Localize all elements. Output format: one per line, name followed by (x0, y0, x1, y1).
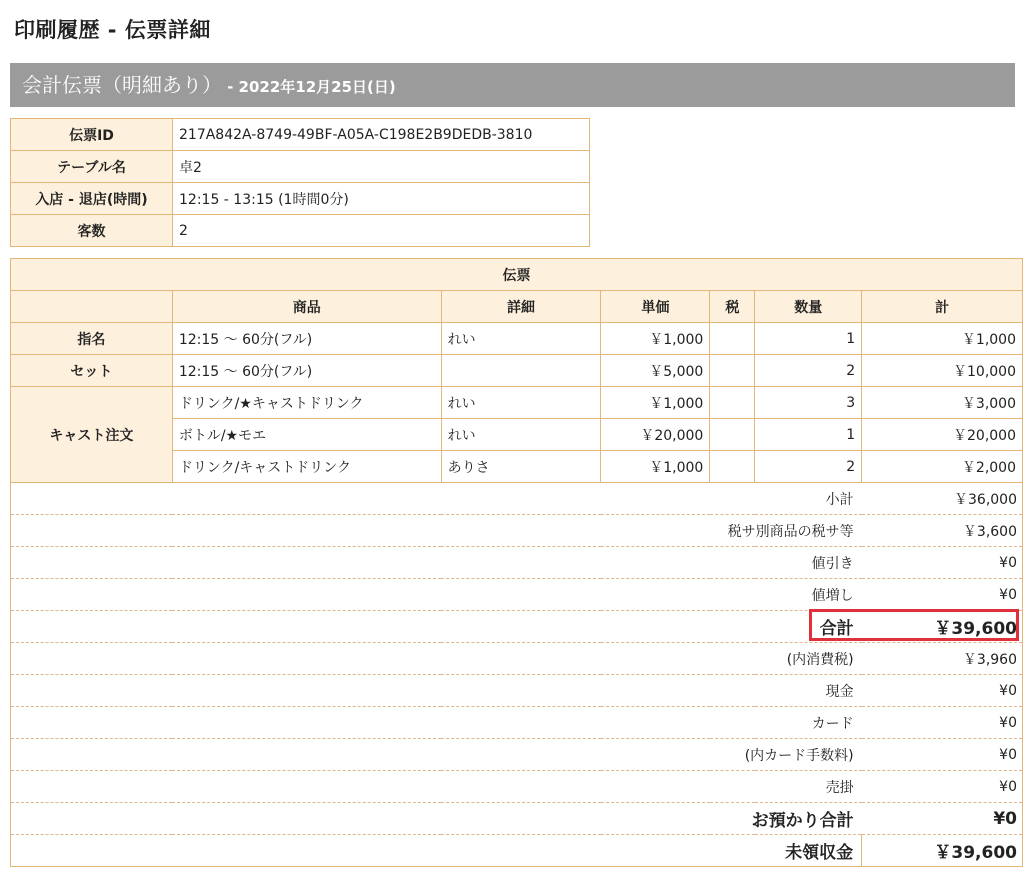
table-row (11, 323, 1023, 355)
summary-value: ¥0 (862, 739, 1023, 771)
row-price: ￥5,000 (601, 355, 710, 387)
summary-value: ￥39,600 (862, 835, 1023, 867)
summary-row-tax-service (11, 515, 1023, 547)
row-qty: 1 (755, 419, 862, 451)
header-item: 商品 (172, 291, 441, 323)
summary-value: ￥39,600 (862, 611, 1023, 643)
summary-label: 現金 (11, 675, 862, 707)
summary-value: ￥3,600 (862, 515, 1023, 547)
info-value-guests: 2 (173, 215, 590, 247)
row-detail: れい (441, 387, 601, 419)
row-qty: 2 (755, 355, 862, 387)
summary-label: (内カード手数料) (11, 739, 862, 771)
summary-row-unreceived (11, 835, 1023, 867)
info-label-visit-time: 入店 - 退店(時間) (11, 183, 173, 215)
summary-label: 値増し (11, 579, 862, 611)
summary-row-included-tax (11, 643, 1023, 675)
row-qty: 1 (755, 323, 862, 355)
row-item: ドリンク/★キャストドリンク (172, 387, 441, 419)
summary-value: ¥0 (862, 803, 1023, 835)
info-row (11, 215, 590, 247)
info-label-table-name: テーブル名 (11, 151, 173, 183)
summary-row-surcharge (11, 579, 1023, 611)
row-qty: 2 (755, 451, 862, 483)
info-label-slip-id: 伝票ID (11, 119, 173, 151)
summary-label: 合計 (11, 611, 862, 643)
summary-row-credit (11, 771, 1023, 803)
row-tax (710, 323, 755, 355)
summary-value: ￥3,960 (862, 643, 1023, 675)
info-value-visit-time: 12:15 - 13:15 (1時間0分) (173, 183, 590, 215)
summary-row-deposit-total (11, 803, 1023, 835)
row-total: ￥10,000 (862, 355, 1023, 387)
slip-section-title: 伝票 (11, 259, 1023, 291)
summary-label: (内消費税) (11, 643, 862, 675)
summary-row-subtotal (11, 483, 1023, 515)
header-category (11, 291, 173, 323)
slip-info-table (10, 118, 590, 247)
row-tax (710, 355, 755, 387)
info-value-slip-id: 217A842A-8749-49BF-A05A-C198E2B9DEDB-3810 (173, 119, 590, 151)
summary-value: ¥0 (862, 579, 1023, 611)
row-price: ￥1,000 (601, 323, 710, 355)
summary-row-card-fee (11, 739, 1023, 771)
slip-detail-table (10, 258, 1023, 867)
summary-label: 小計 (11, 483, 862, 515)
summary-label: 未領収金 (11, 835, 862, 867)
summary-row-card (11, 707, 1023, 739)
summary-value: ¥0 (862, 547, 1023, 579)
page-title: 印刷履歴 - 伝票詳細 (14, 18, 211, 42)
summary-value: ¥0 (862, 675, 1023, 707)
row-tax (710, 387, 755, 419)
row-category: キャスト注文 (11, 387, 173, 483)
row-total: ￥20,000 (862, 419, 1023, 451)
info-value-table-name: 卓2 (173, 151, 590, 183)
row-tax (710, 451, 755, 483)
info-label-guests: 客数 (11, 215, 173, 247)
summary-value: ¥0 (862, 771, 1023, 803)
summary-label: 売掛 (11, 771, 862, 803)
row-price: ￥1,000 (601, 451, 710, 483)
summary-row-discount (11, 547, 1023, 579)
slip-header-row (11, 291, 1023, 323)
row-detail: れい (441, 323, 601, 355)
summary-label: お預かり合計 (11, 803, 862, 835)
summary-label: 値引き (11, 547, 862, 579)
table-row (11, 387, 1023, 419)
slip-banner (10, 63, 1015, 107)
header-price: 単価 (601, 291, 710, 323)
header-qty: 数量 (755, 291, 862, 323)
row-total: ￥2,000 (862, 451, 1023, 483)
info-row (11, 151, 590, 183)
row-total: ￥3,000 (862, 387, 1023, 419)
row-tax (710, 419, 755, 451)
summary-label: 税サ別商品の税サ等 (11, 515, 862, 547)
row-item: 12:15 〜 60分(フル) (172, 355, 441, 387)
row-price: ￥1,000 (601, 387, 710, 419)
row-category: 指名 (11, 323, 173, 355)
row-total: ￥1,000 (862, 323, 1023, 355)
info-row (11, 119, 590, 151)
banner-title: 会計伝票（明細あり） (22, 73, 222, 97)
row-category: セット (11, 355, 173, 387)
banner-date: - 2022年12月25日(日) (227, 78, 396, 96)
summary-label: カード (11, 707, 862, 739)
row-item: ボトル/★モエ (172, 419, 441, 451)
total-highlight-box (809, 609, 1019, 641)
row-detail (441, 355, 601, 387)
row-detail: ありさ (441, 451, 601, 483)
summary-value: ￥36,000 (862, 483, 1023, 515)
row-detail: れい (441, 419, 601, 451)
row-price: ￥20,000 (601, 419, 710, 451)
table-row (11, 355, 1023, 387)
header-detail: 詳細 (441, 291, 601, 323)
row-item: ドリンク/キャストドリンク (172, 451, 441, 483)
header-total: 計 (862, 291, 1023, 323)
row-qty: 3 (755, 387, 862, 419)
summary-value: ¥0 (862, 707, 1023, 739)
row-item: 12:15 〜 60分(フル) (172, 323, 441, 355)
info-row (11, 183, 590, 215)
summary-row-cash (11, 675, 1023, 707)
header-tax: 税 (710, 291, 755, 323)
